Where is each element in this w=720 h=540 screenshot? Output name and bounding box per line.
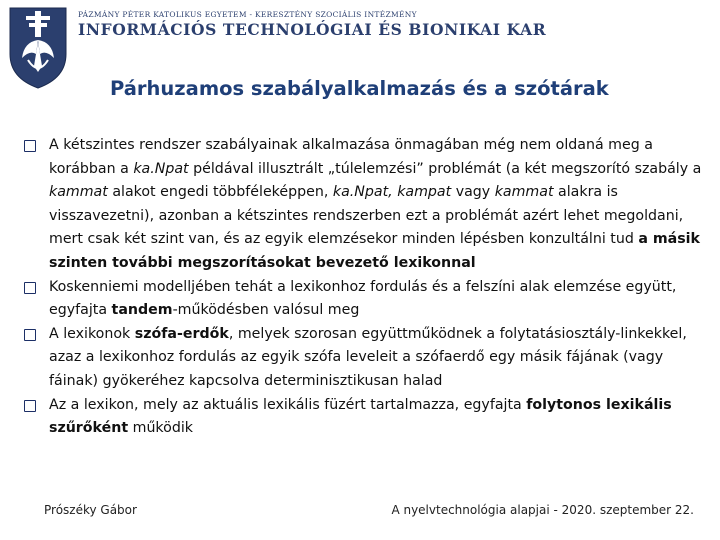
checkbox-bullet-icon [24, 140, 36, 152]
checkbox-bullet-icon [24, 329, 36, 341]
bullet-list [24, 134, 706, 441]
bullet-item: A lexikonok szófa-erdők, melyek szorosan együttműködnek a folytatásiosztály-linkekkel, azaz a lexikonhoz fordulás az egyik szófa leveleit a szófaerdő egy másik fájának (vagy fáinak) gyökeréhez kapcsolva determinisztikusan halad [24, 323, 706, 394]
footer-course-info: A nyelvtechnológia alapjai - 2020. szeptember 22. [391, 503, 694, 517]
bullet-item: Koskenniemi modelljében tehát a lexikonhoz fordulás és a felszíni alak elemzése együtt, egyfajta tandem-működésben valósul meg [24, 276, 706, 323]
university-crest-icon [2, 2, 74, 92]
checkbox-bullet-icon [24, 282, 36, 294]
slide-title: Párhuzamos szabályalkalmazás és a szótárak [110, 77, 609, 100]
institution-name: PÁZMÁNY PÉTER KATOLIKUS EGYETEM - KERESZTÉNY SZOCIÁLIS INTÉZMÉNY [78, 10, 417, 19]
faculty-name: INFORMÁCIÓS TECHNOLÓGIAI ÉS BIONIKAI KAR [78, 20, 547, 39]
bullet-item: A kétszintes rendszer szabályainak alkalmazása önmagában még nem oldaná meg a korábban a ka.Npat példával illusztrált „túlelemzési” problémát (a két megszorító szabály a kammat alakot engedi többféleképpen, ka.Npat, kampat vagy kammat alakra is visszavezetni), azonban a kétszintes rendszerben ezt a problémát azért lehet megoldani, mert csak két szint van, és az egyik elemzésekor minden lépésben konzultálni tud a másik szinten további megszorításokat bevezető lexikonnal [24, 134, 706, 276]
footer-author: Prószéky Gábor [44, 503, 137, 517]
checkbox-bullet-icon [24, 400, 36, 412]
slide-header [0, 0, 720, 52]
bullet-item: Az a lexikon, mely az aktuális lexikális füzért tartalmazza, egyfajta folytonos lexikális szűrőként működik [24, 394, 706, 441]
